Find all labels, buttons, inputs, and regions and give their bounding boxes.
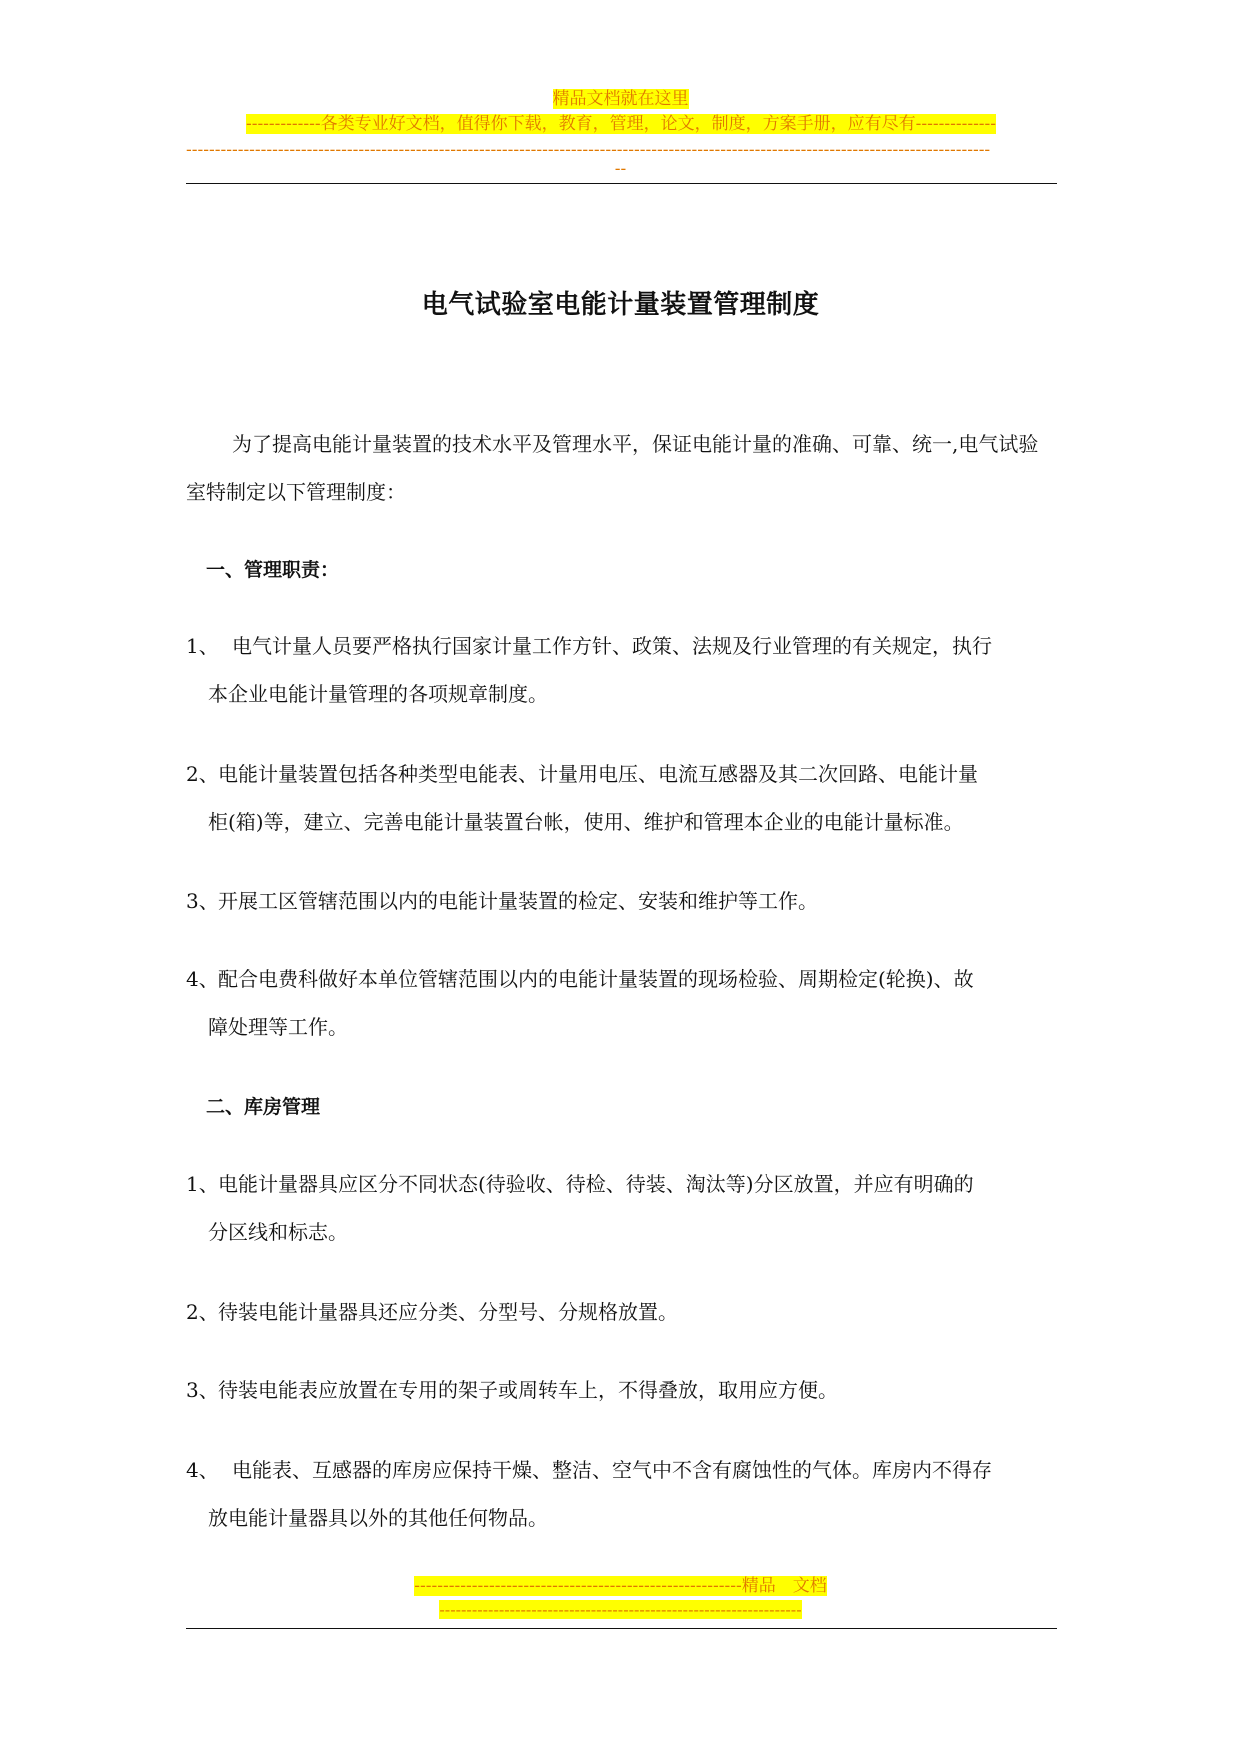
list-item	[186, 1160, 1058, 1256]
footer-dash-line	[0, 1600, 1241, 1620]
list-item-text: 待装电能表应放置在专用的架子或周转车上，不得叠放，取用应方便。	[218, 1378, 838, 1402]
list-item-number: 1、	[186, 634, 219, 658]
header-dash-line: --------------------------------------------------------------------------------------------------------------------------------------------	[186, 140, 991, 160]
section-heading-warehouse: 二、库房管理	[206, 1096, 321, 1118]
list-item-continuation: 本企业电能计量管理的各项规章制度。	[208, 682, 548, 706]
list-item-number: 3、	[186, 1378, 219, 1402]
list-item-text: 开展工区管辖范围以内的电能计量装置的检定、安装和维护等工作。	[218, 889, 818, 913]
footer-dash-line-text: -------------------------------------------------------------------	[439, 1600, 802, 1619]
list-item-continuation: 柜(箱)等，建立、完善电能计量装置台帐，使用、维护和管理本企业的电能计量标准。	[208, 810, 964, 834]
list-item-number: 2、	[186, 762, 219, 786]
header-dash-tail: --	[614, 159, 627, 179]
list-item	[186, 750, 1058, 846]
list-item-number: 4、	[186, 967, 219, 991]
list-item-continuation: 障处理等工作。	[208, 1015, 348, 1039]
footer-banner-text: ---------------------------------------------------------精品 文档	[414, 1576, 827, 1596]
footer-banner	[0, 1575, 1241, 1597]
list-item-text: 电能计量装置包括各种类型电能表、计量用电压、电流互感器及其二次回路、电能计量	[218, 762, 978, 786]
intro-paragraph: 为了提高电能计量装置的技术水平及管理水平，保证电能计量的准确、可靠、统一,电气试验室特制定以下管理制度：	[186, 432, 1039, 504]
document-title: 电气试验室电能计量装置管理制度	[421, 290, 820, 320]
header-banner-slogan-text: -------------各类专业好文档，值得你下载，教育，管理，论文，制度，方案手册，应有尽有--------------	[245, 114, 997, 134]
header-rule	[186, 183, 1057, 184]
list-item-text: 电能计量器具应区分不同状态(待验收、待检、待装、淘汰等)分区放置，并应有明确的	[218, 1172, 974, 1196]
list-item	[186, 1446, 1058, 1542]
list-item	[186, 622, 1058, 718]
section-heading-duties: 一、管理职责：	[206, 559, 340, 581]
header-banner-title	[0, 88, 1241, 110]
header-banner-title-text: 精品文档就在这里	[552, 89, 689, 109]
list-item-continuation: 放电能计量器具以外的其他任何物品。	[208, 1506, 548, 1530]
footer-rule	[186, 1628, 1057, 1629]
list-item-text: 待装电能计量器具还应分类、分型号、分规格放置。	[218, 1300, 678, 1324]
list-item	[186, 955, 1058, 1051]
list-item-number: 3、	[186, 889, 219, 913]
list-item	[186, 1366, 1058, 1414]
list-item-continuation: 分区线和标志。	[208, 1220, 348, 1244]
list-item-text: 电气计量人员要严格执行国家计量工作方针、政策、法规及行业管理的有关规定，执行	[232, 634, 992, 658]
list-item-number: 4、	[186, 1458, 219, 1482]
header-banner-slogan	[186, 113, 1056, 135]
list-item-number: 2、	[186, 1300, 219, 1324]
list-item	[186, 1288, 1058, 1336]
list-item-text: 配合电费科做好本单位管辖范围以内的电能计量装置的现场检验、周期检定(轮换)、故	[218, 967, 974, 991]
list-item-number: 1、	[186, 1172, 219, 1196]
list-item	[186, 877, 1058, 925]
list-item-text: 电能表、互感器的库房应保持干燥、整洁、空气中不含有腐蚀性的气体。库房内不得存	[232, 1458, 992, 1482]
